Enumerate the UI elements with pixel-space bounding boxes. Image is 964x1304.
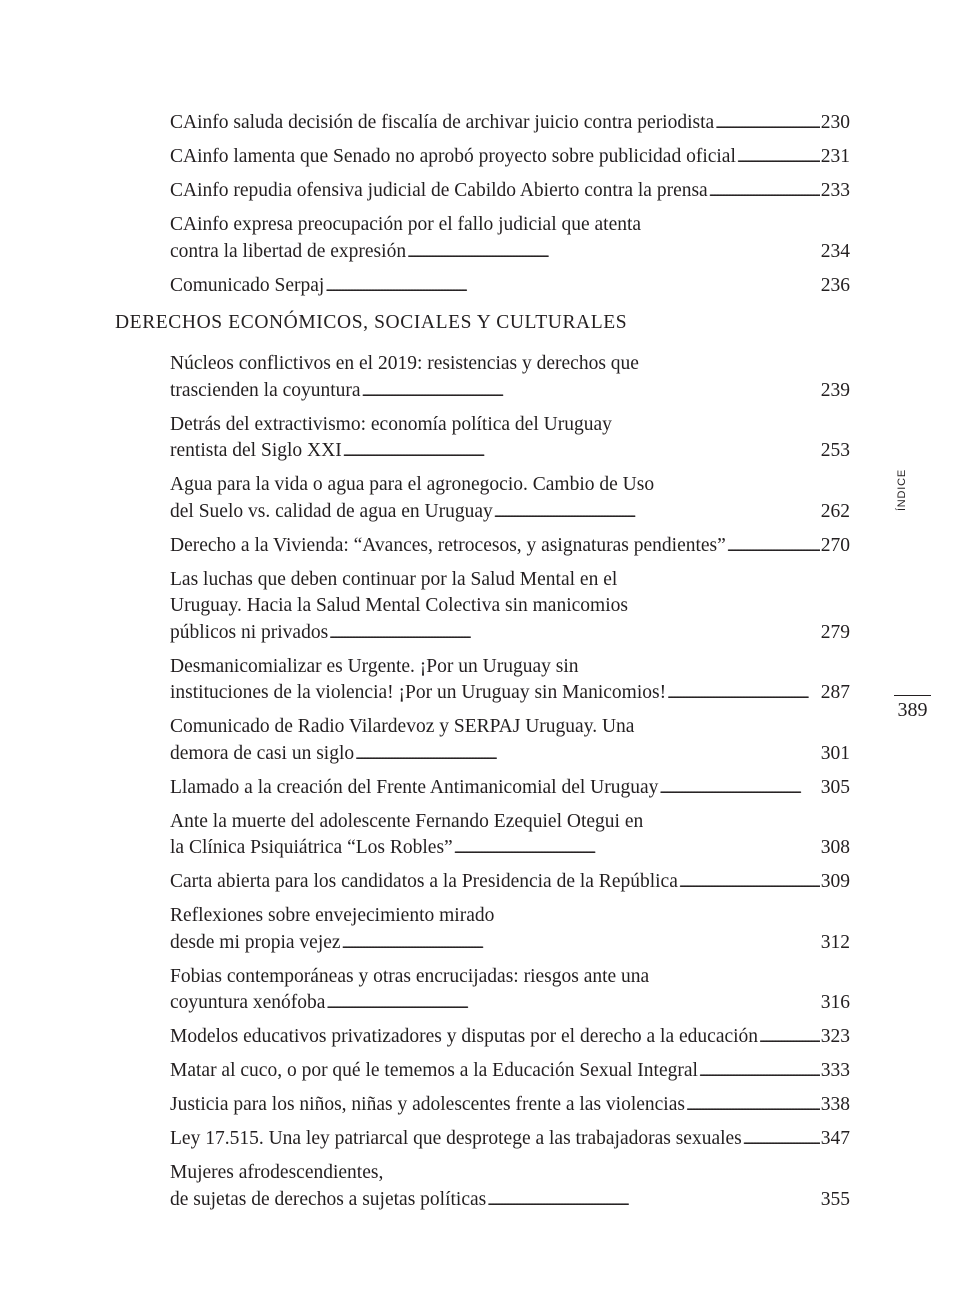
- toc-entry-leader-line: [170, 378, 850, 407]
- dot-leader: [659, 775, 819, 804]
- dot-leader: [686, 1092, 820, 1121]
- dot-leader: [342, 930, 820, 959]
- toc-entry: [170, 273, 850, 302]
- toc-page-number: 270: [820, 534, 850, 556]
- toc-entry-title-line: Mujeres afrodescendientes,: [170, 1162, 384, 1183]
- toc-entry-title-line: Desmanicomializar es Urgente. ¡Por un Uruguay sin: [170, 655, 579, 677]
- dot-leader: [709, 178, 820, 207]
- page-number: 389: [897, 699, 928, 721]
- toc-page-number: 262: [820, 500, 850, 522]
- toc-entry-title-line: rentista del Siglo XXI: [170, 440, 342, 461]
- toc-entry-leader-line: [170, 869, 850, 898]
- toc-entry: [170, 567, 850, 649]
- dot-leader: [737, 144, 820, 173]
- toc-entry-title-line: Ante la muerte del adolescente Fernando Ezequiel Otegui en: [170, 810, 644, 832]
- dot-leader: [743, 1126, 820, 1155]
- toc-page-number: 287: [820, 682, 850, 703]
- toc-entry: [170, 809, 850, 864]
- toc-entry-leader-line: [170, 1126, 850, 1155]
- section-heading: DERECHOS ECONÓMICOS, SOCIALES Y CULTURALES: [115, 312, 628, 333]
- toc-entry: [170, 1024, 850, 1053]
- toc-entry-title-line: trascienden la coyuntura: [170, 379, 361, 401]
- toc-entry: [170, 144, 850, 173]
- toc-entry: [170, 1160, 850, 1215]
- toc-entry-leader-line: [170, 1092, 850, 1121]
- toc-list-section: [170, 351, 850, 1215]
- toc-entry-leader-line: [170, 273, 850, 302]
- toc-entry-leader-line: [170, 239, 850, 268]
- dot-leader: [679, 869, 820, 898]
- dot-leader: [325, 273, 819, 302]
- toc-list-upper: [170, 110, 850, 301]
- dot-leader: [329, 620, 820, 649]
- toc-entry-leader-line: [170, 499, 850, 528]
- toc-entry-leader-line: [170, 990, 850, 1019]
- toc-entry-leader-line: [170, 620, 850, 649]
- toc-entry: [170, 178, 850, 207]
- toc-page-number: 338: [820, 1094, 850, 1115]
- toc-entry-title-line: Agua para la vida o agua para el agronegocio. Cambio de Uso: [170, 474, 655, 495]
- toc-page-number: 301: [820, 742, 850, 764]
- dot-leader: [487, 1187, 820, 1216]
- toc-entry: [170, 412, 850, 467]
- dot-leader: [343, 438, 820, 467]
- folio-rule: [894, 695, 931, 696]
- toc-page-number: 312: [820, 931, 850, 953]
- toc-page-number: 347: [820, 1128, 850, 1149]
- toc-entry-title-line: instituciones de la violencia! ¡Por un Uruguay sin Manicomios!: [170, 682, 667, 703]
- toc-page-number: 230: [820, 112, 850, 133]
- toc-page-number: 333: [820, 1060, 850, 1081]
- toc-page-number: 323: [820, 1026, 850, 1047]
- toc-entry: [170, 533, 850, 562]
- dot-leader: [454, 835, 820, 864]
- toc-entry-leader-line: [170, 438, 850, 467]
- dot-leader: [699, 1058, 820, 1087]
- toc-entry-title-line: la Clínica Psiquiátrica “Los Robles”: [170, 837, 453, 858]
- toc-entry-title-line: Justicia para los niños, niñas y adolescentes frente a las violencias: [170, 1094, 685, 1115]
- toc-entry: [170, 964, 850, 1019]
- toc-entry: [170, 1092, 850, 1121]
- toc-entry-title-line: públicos ni privados: [170, 621, 329, 643]
- toc-entry-leader-line: [170, 775, 850, 804]
- toc-page-number: 253: [820, 440, 850, 461]
- dot-leader: [759, 1024, 820, 1053]
- toc-entry-leader-line: [170, 1024, 850, 1053]
- toc-entry-title-line: CAinfo saluda decisión de fiscalía de archivar juicio contra periodista: [170, 112, 715, 133]
- toc-entry: [170, 869, 850, 898]
- toc-entry-leader-line: [170, 930, 850, 959]
- toc-entry-title-line: Ley 17.515. Una ley patriarcal que desprotege a las trabajadoras sexuales: [170, 1128, 742, 1149]
- toc-entry-title-line: Comunicado Serpaj: [170, 274, 325, 296]
- toc-entry-title-line: Núcleos conflictivos en el 2019: resistencias y derechos que: [170, 353, 639, 374]
- index-side-label: ÍNDICE: [896, 468, 908, 512]
- dot-leader: [407, 239, 820, 268]
- toc-entry-title-line: Carta abierta para los candidatos a la Presidencia de la República: [170, 871, 678, 892]
- toc-entry-leader-line: [170, 680, 850, 709]
- toc-entry-title-line: Modelos educativos privatizadores y disputas por el derecho a la educación: [170, 1026, 759, 1047]
- toc-page-number: 309: [820, 871, 850, 892]
- toc-entry-leader-line: [170, 110, 850, 139]
- toc-page-number: 355: [820, 1188, 850, 1210]
- toc-entry: [170, 714, 850, 769]
- toc-entry-title-line: Las luchas que deben continuar por la Salud Mental en el: [170, 568, 618, 590]
- toc-entry-title-line: Uruguay. Hacia la Salud Mental Colectiva sin manicomios: [170, 595, 628, 616]
- toc-entry-title-line: contra la libertad de expresión: [170, 240, 407, 262]
- toc-entry-title-line: Derecho a la Vivienda: “Avances, retrocesos, y asignaturas pendientes”: [170, 534, 726, 556]
- dot-leader: [362, 378, 820, 407]
- toc-entry-title-line: Comunicado de Radio Vilardevoz y SERPAJ Uruguay. Una: [170, 716, 635, 737]
- toc-entry-title-line: Matar al cuco, o por qué le tememos a la Educación Sexual Integral: [170, 1060, 698, 1081]
- toc-page-number: 233: [820, 180, 850, 201]
- toc-entry-title-line: Detrás del extractivismo: economía política del Uruguay: [170, 413, 612, 435]
- toc-entry-leader-line: [170, 144, 850, 173]
- toc-entry-title-line: coyuntura xenófoba: [170, 992, 326, 1013]
- toc-page-number: 279: [820, 621, 850, 643]
- toc-entry-title-line: Llamado a la creación del Frente Antimanicomial del Uruguay: [170, 776, 659, 798]
- dot-leader: [355, 741, 820, 770]
- toc-page-number: 234: [820, 240, 850, 262]
- toc-page-number: 305: [820, 776, 850, 798]
- toc-entry-title-line: CAinfo lamenta que Senado no aprobó proyecto sobre publicidad oficial: [170, 146, 736, 167]
- toc-entry: [170, 775, 850, 804]
- toc-entry: [170, 654, 850, 709]
- toc-entry-leader-line: [170, 178, 850, 207]
- toc-entry: [170, 1058, 850, 1087]
- dot-leader: [727, 533, 820, 562]
- toc-entry-title-line: desde mi propia vejez: [170, 931, 341, 953]
- toc-entry: [170, 110, 850, 139]
- toc-entry: [170, 903, 850, 958]
- toc-entry: [170, 212, 850, 267]
- toc-page-number: 316: [820, 992, 850, 1013]
- dot-leader: [715, 110, 820, 139]
- toc-page-number: 231: [820, 146, 850, 167]
- toc-entry: [170, 472, 850, 527]
- dot-leader: [667, 680, 820, 709]
- toc-entry-title-line: Reflexiones sobre envejecimiento mirado: [170, 905, 495, 926]
- toc-entry-title-line: demora de casi un siglo: [170, 742, 355, 764]
- toc-entry: [170, 351, 850, 406]
- toc-page-number: 239: [820, 379, 850, 401]
- dot-leader: [326, 990, 819, 1019]
- toc-page-number: 308: [820, 837, 850, 858]
- toc-entry-title-line: CAinfo repudia ofensiva judicial de Cabildo Abierto contra la prensa: [170, 180, 708, 201]
- toc-entry-leader-line: [170, 1058, 850, 1087]
- toc-entry-leader-line: [170, 1187, 850, 1216]
- toc-entry-leader-line: [170, 835, 850, 864]
- toc-entry-title-line: de sujetas de derechos a sujetas políticas: [170, 1188, 487, 1210]
- toc-entry-leader-line: [170, 533, 850, 562]
- toc-entry-title-line: CAinfo expresa preocupación por el fallo judicial que atenta: [170, 214, 642, 235]
- toc-entry: [170, 1126, 850, 1155]
- toc-entry-title-line: Fobias contemporáneas y otras encrucijadas: riesgos ante una: [170, 965, 650, 987]
- toc-page-number: 236: [820, 274, 850, 296]
- dot-leader: [494, 499, 820, 528]
- toc-entry-leader-line: [170, 741, 850, 770]
- toc-entry-title-line: del Suelo vs. calidad de agua en Uruguay: [170, 500, 493, 522]
